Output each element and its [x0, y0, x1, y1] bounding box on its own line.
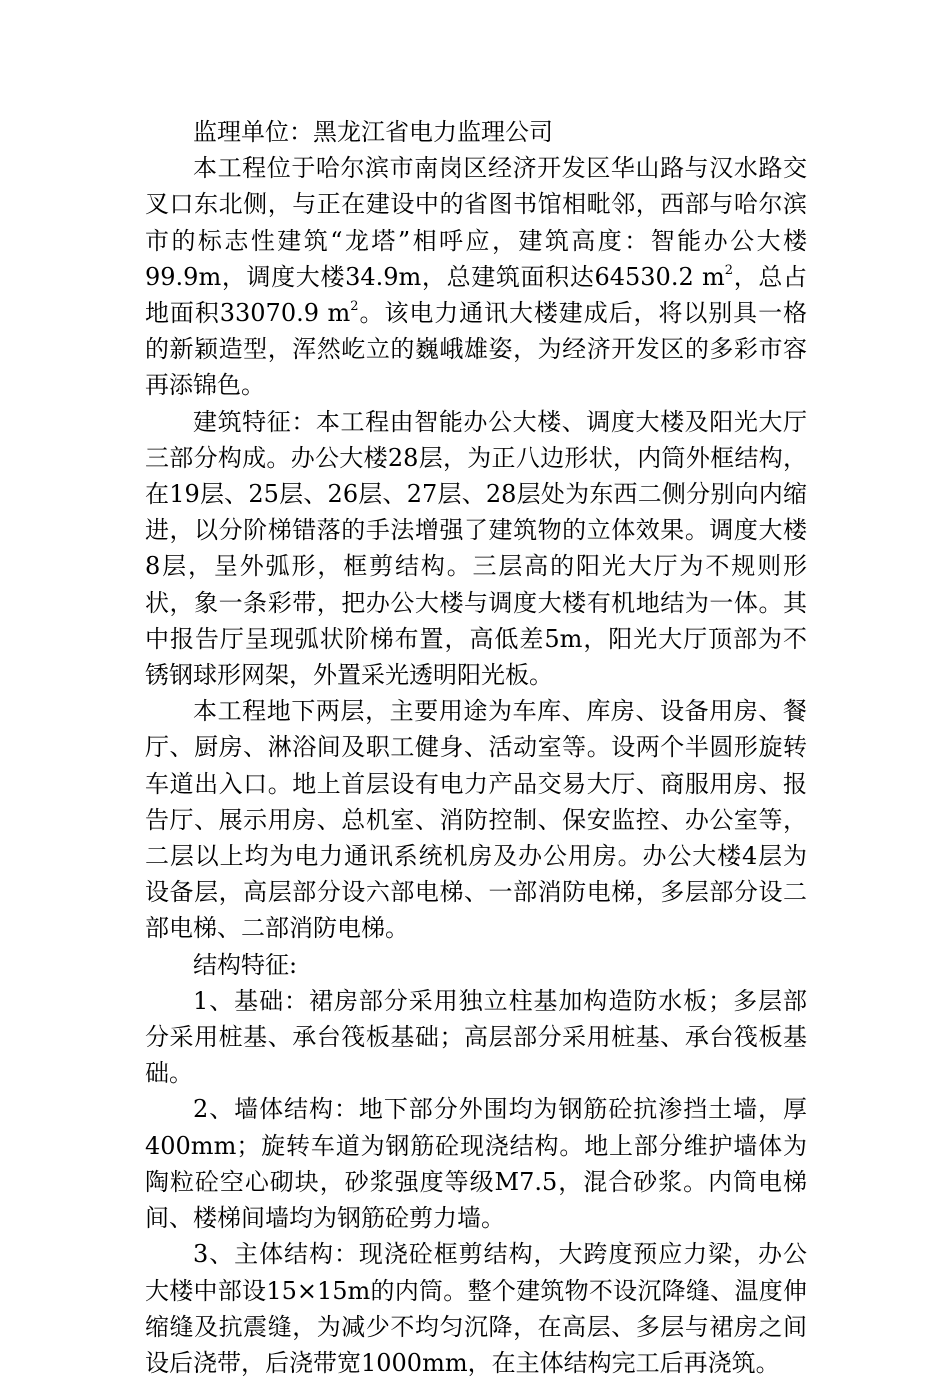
- structure-heading: 结构特征:: [193, 950, 298, 979]
- project-overview-paragraph: [145, 150, 807, 403]
- supervision-unit-paragraph: 监理单位：黑龙江省电力监理公司: [193, 118, 553, 146]
- document-page: [145, 114, 807, 1381]
- architecture-features-paragraph: 建筑特征：本工程由智能办公大楼、调度大楼及阳光大厅三部分构成。办公大楼28层，为正八边形状，内筒外框结构，在19层、25层、26层、27层、28层处为东西二侧分别向内缩进，以分阶梯错落的手法增强了建筑物的立体效果。调度大楼8层，呈外弧形，框剪结构。三层高的阳光大厅为不规则形状，象一条彩带，把办公大楼与调度大楼有机地结为一体。其中报告厅呈现弧状阶梯布置，高低差5m，阳光大厅顶部为不锈钢球形网架，外置采光透明阳光板。: [145, 407, 807, 690]
- overview-text-3: 。该电力通讯大楼建成后，将以别具一格的新颖造型，浑然屹立的巍峨雄姿，为经济开发区的多彩市容再添锦色。: [145, 299, 808, 400]
- overview-text-1: 本工程位于哈尔滨市南岗区经济开发区华山路与汉水路交叉口东北侧，与正在建设中的省图书馆相毗邻，西部与哈尔滨市的标志性建筑“龙塔”相呼应，建筑高度：智能办公大楼99.9m，调度大楼34.9m，总建筑面积达64530.2 m: [145, 154, 807, 291]
- structure-item-foundation: 1、基础：裙房部分采用独立柱基加构造防水板；多层部分采用桩基、承台筏板基础；高层部分采用桩基、承台筏板基础。: [145, 986, 807, 1088]
- structure-item-walls: 2、墙体结构：地下部分外围均为钢筋砼抗渗挡土墙，厚400mm；旋转车道为钢筋砼现浇结构。地上部分维护墙体为陶粒砼空心砌块，砂浆强度等级M7.5，混合砂浆。内筒电梯间、楼梯间墙均为钢筋砼剪力墙。: [145, 1095, 807, 1233]
- square-meter-exponent-2: 2: [350, 299, 359, 315]
- square-meter-exponent-1: 2: [724, 262, 734, 278]
- floors-usage-paragraph: 本工程地下两层，主要用途为车库、库房、设备用房、餐厅、厨房、淋浴间及职工健身、活动室等。设两个半圆形旋转车道出入口。地上首层设有电力产品交易大厅、商服用房、报告厅、展示用房、总机室、消防控制、保安监控、办公室等，二层以上均为电力通讯系统机房及办公用房。办公大楼4层为设备层，高层部分设六部电梯、一部消防电梯，多层部分设二部电梯、二部消防电梯。: [145, 697, 807, 943]
- structure-item-main-structure: 3、主体结构：现浇砼框剪结构，大跨度预应力梁，办公大楼中部设15×15m的内筒。整个建筑物不设沉降缝、温度伸缩缝及抗震缝，为减少不均匀沉降，在高层、多层与裙房之间设后浇带，后浇带宽1000mm，在主体结构完工后再浇筑。: [145, 1240, 807, 1377]
- overview-text-2: ，总占地面积33070.9 m: [145, 262, 807, 328]
